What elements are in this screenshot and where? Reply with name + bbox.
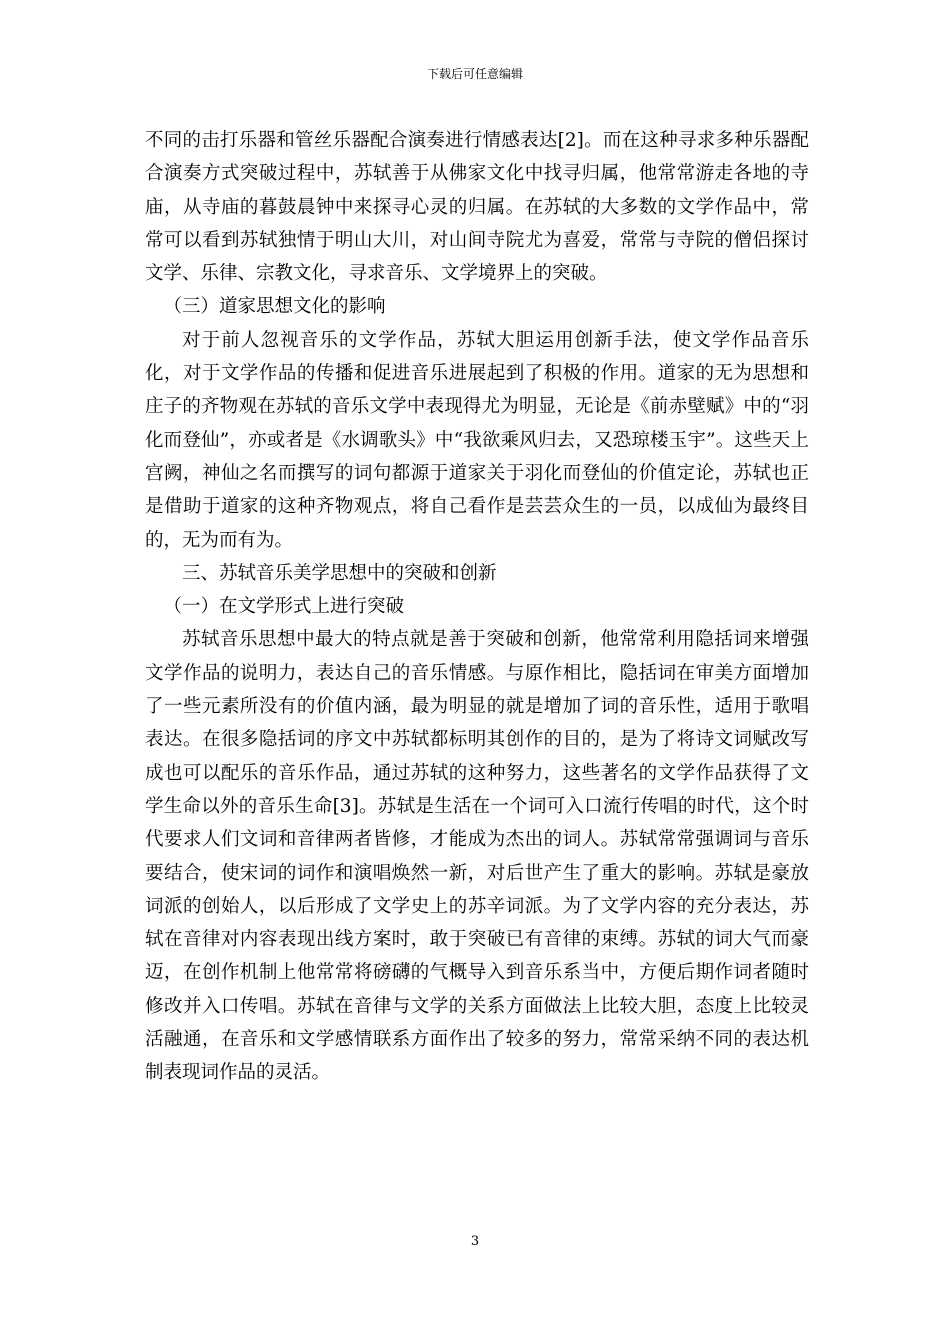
page-header: 下载后可任意编辑: [426, 67, 523, 81]
paragraph-literary-form: 苏轼音乐思想中最大的特点就是善于突破和创新，他常常利用隐括词来增强文学作品的说明力，表达自己的音乐情感。与原作相比，隐括词在审美方面增加了一些元素所没有的价值内涵，最为明显的就是增加了词的音乐性，适用于歌唱表达。在很多隐括词的序文中苏轼都标明其创作的目的，是为了将诗文词赋改写成也可以配乐的音乐作品，通过苏轼的这种努力，这些著名的文学作品获得了文学生命以外的音乐生命[3]。苏轼是生活在一个词可入口流行传唱的时代，这个时代要求人们文词和音律两者皆修，才能成为杰出的词人。苏轼常常强调词与音乐要结合，使宋词的词作和演唱焕然一新，对后世产生了重大的影响。苏轼是豪放词派的创始人，以后形成了文学史上的苏辛词派。为了文学内容的充分表达，苏轼在音律对内容表现出线方案时，敢于突破已有音律的束缚。苏轼的词大气而豪迈，在创作机制上他常常将磅礴的气概导入到音乐系当中，方便后期作词者随时修改并入口传唱。苏轼在音律与文学的关系方面做法上比较大胆，态度上比较灵活融通，在音乐和文学感情联系方面作出了较多的努力，常常采纳不同的表达机制表现词作品的灵活。: [145, 629, 809, 1084]
paragraph-daoist-influence: 对于前人忽视音乐的文学作品，苏轼大胆运用创新手法，使文学作品音乐化，对于文学作品的传播和促进音乐进展起到了积极的作用。道家的无为思想和庄子的齐物观在苏轼的音乐文学中表现得尤为明显，无论是《前赤壁赋》中的“羽化而登仙”，亦或者是《水调歌头》中“我欲乘风归去，又恐琼楼玉宇”。这些天上宫阙，神仙之名而撰写的词句都源于道家关于羽化而登仙的价值定论，苏轼也正是借助于道家的这种齐物观点，将自己看作是芸芸众生的一员，以成仙为最终目的，无为而有为。: [145, 329, 809, 551]
document-body: [145, 124, 809, 1090]
page-number: 3: [470, 1234, 480, 1249]
section-heading-breakthrough: 三、苏轼音乐美学思想中的突破和创新: [182, 562, 497, 584]
subheading-literary-form: （一）在文学形式上进行突破: [163, 596, 405, 618]
subheading-daoist-influence: （三）道家思想文化的影响: [163, 296, 386, 318]
paragraph-buddhist-continuation: 不同的击打乐器和管丝乐器配合演奏进行情感表达[2]。而在这种寻求多种乐器配合演奏方式突破过程中，苏轼善于从佛家文化中找寻归属，他常常游走各地的寺庙，从寺庙的暮鼓晨钟中来探寻心灵的归属。在苏轼的大多数的文学作品中，常常可以看到苏轼独情于明山大川，对山间寺院尤为喜爱，常常与寺院的僧侣探讨文学、乐律、宗教文化，寻求音乐、文学境界上的突破。: [145, 130, 809, 285]
